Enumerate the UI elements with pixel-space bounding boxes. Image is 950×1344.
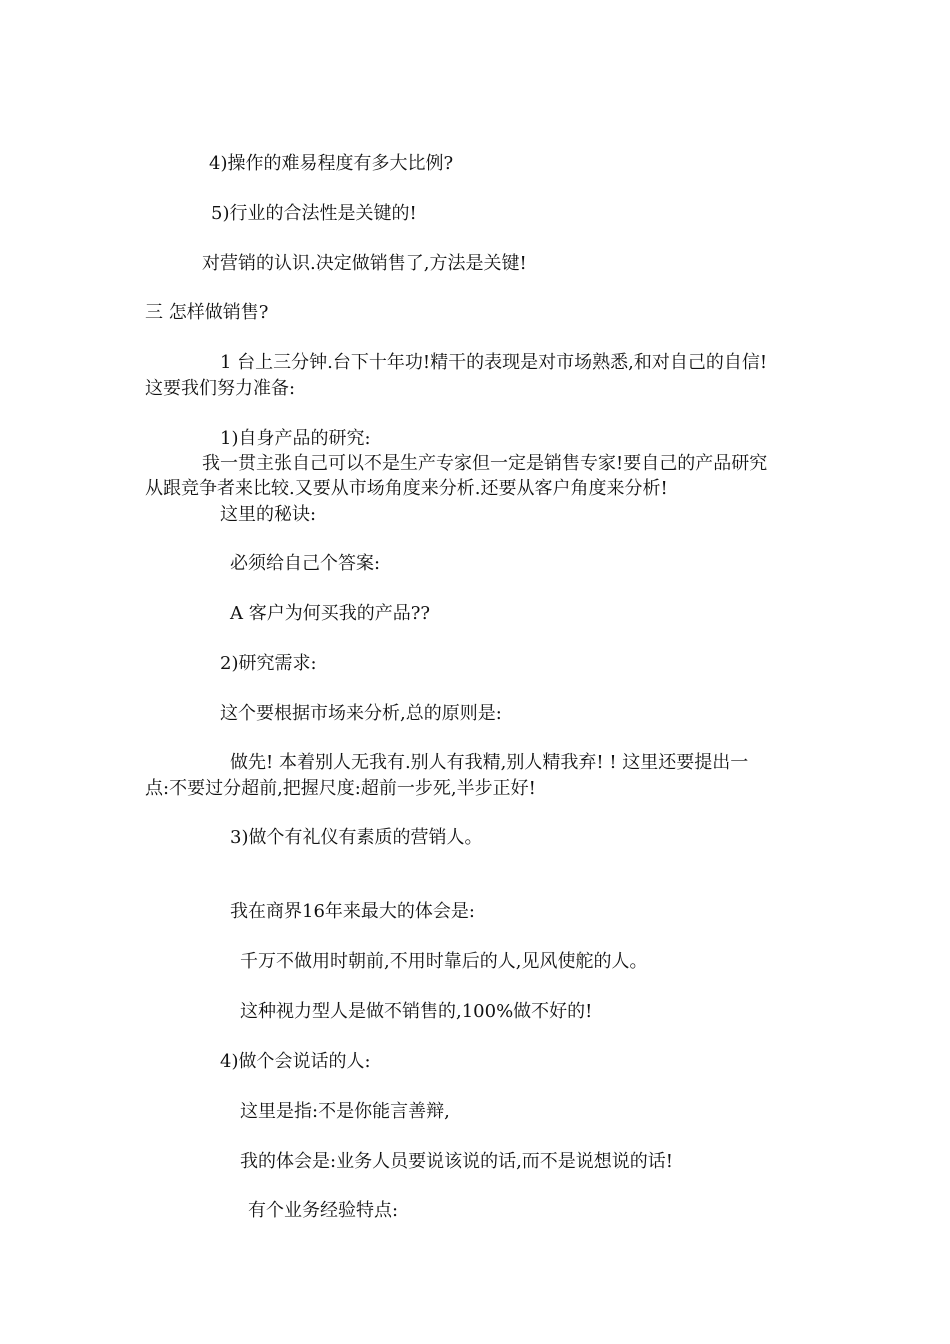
- text-line: 我一贯主张自己可以不是生产专家但一定是销售专家!要自己的产品研究: [202, 453, 768, 474]
- text-line: 3)做个有礼仪有素质的营销人。: [230, 827, 483, 848]
- text-line: 对营销的认识.决定做销售了,方法是关键!: [202, 253, 527, 274]
- text-line: 必须给自己个答案:: [230, 553, 381, 574]
- text-line: A 客户为何买我的产品??: [230, 603, 431, 624]
- text-line: 从跟竞争者来比较.又要从市场角度来分析.还要从客户角度来分析!: [145, 478, 668, 499]
- text-line: 这种视力型人是做不销售的,100%做不好的!: [240, 1001, 593, 1022]
- text-line: 1)自身产品的研究:: [220, 428, 371, 449]
- text-line: 4)做个会说话的人:: [220, 1051, 371, 1072]
- text-line: 2)研究需求:: [220, 653, 317, 674]
- text-line: 点:不要过分超前,把握尺度:超前一步死,半步正好!: [145, 778, 536, 799]
- text-line: 5)行业的合法性是关键的!: [211, 203, 417, 224]
- text-line: 做先! 本着别人无我有.别人有我精,别人精我弃! ! 这里还要提出一: [230, 752, 749, 773]
- text-line: 千万不做用时朝前,不用时靠后的人,见风使舵的人。: [240, 951, 648, 972]
- text-line: 1 台上三分钟.台下十年功!精干的表现是对市场熟悉,和对自己的自信!: [220, 352, 768, 373]
- text-line: 这个要根据市场来分析,总的原则是:: [220, 703, 502, 724]
- text-line: 我的体会是:业务人员要说该说的话,而不是说想说的话!: [240, 1151, 674, 1172]
- section-heading: 三 怎样做销售?: [145, 302, 269, 323]
- text-line: 这要我们努力准备:: [145, 378, 296, 399]
- text-line: 我在商界16年来最大的体会是:: [230, 901, 475, 922]
- text-line: 4)操作的难易程度有多大比例?: [209, 153, 454, 174]
- text-line: 有个业务经验特点:: [248, 1200, 399, 1221]
- text-line: 这里的秘诀:: [220, 504, 317, 525]
- text-line: 这里是指:不是你能言善辩,: [240, 1101, 450, 1122]
